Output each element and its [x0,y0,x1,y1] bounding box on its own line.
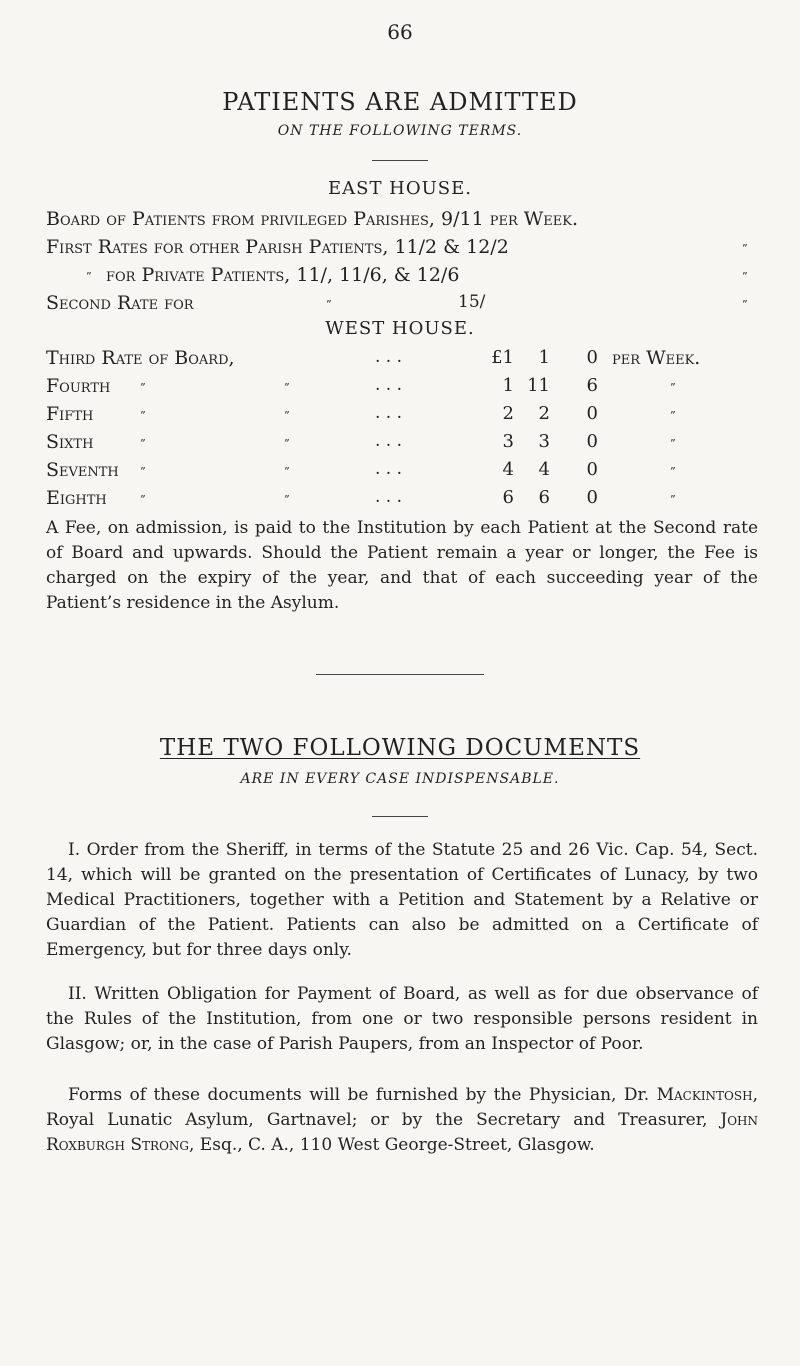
pence: 0 [586,403,598,424]
rate-label: Sixth [46,431,94,453]
ditto-mark: ” [86,270,92,283]
divider [316,674,484,675]
per-week: per Week. [612,347,701,369]
ditto-mark: ” [670,493,676,506]
pounds: 2 [502,403,514,424]
page-number: 66 [387,20,413,44]
shillings: 2 [538,403,550,424]
ditto-mark: ” [670,465,676,478]
pence: 0 [586,459,598,480]
forms-paragraph [46,1083,758,1158]
forms-text: , Esq., C. A., 110 West George-Street, Glasgow. [189,1135,595,1155]
rate-label: Eighth [46,487,107,509]
east-row-2: First Rates for other Parish Patients, 11/2 & 12/2 [46,236,509,258]
documents-title: THE TWO FOLLOWING DOCUMENTS [159,735,641,761]
shillings: 1 [538,347,550,368]
pounds: 3 [502,431,514,452]
leader-dots: . . . [375,347,403,367]
fee-paragraph: A Fee, on admission, is paid to the Institution by each Patient at the Second rate of Board and upwards. Should the Patient remain a year or longer, the Fee is charged on the expiry of the year, and that of each succeeding year of the Patient’s residence in the Asylum. [46,518,758,613]
rate-label: Seventh [46,459,119,481]
leader-dots: . . . [375,459,403,479]
rate-label: Fourth [46,375,111,397]
pence: 0 [586,431,598,452]
east-row-1: Board of Patients from privileged Parishes, 9/11 per Week. [46,208,579,230]
ditto-mark: ” [742,270,748,283]
shillings: 11 [527,375,550,396]
ditto-mark: ” [670,437,676,450]
shillings: 3 [538,431,550,452]
secretary-name: John Roxburgh Strong [46,1110,758,1155]
ditto-mark: ” [140,493,146,506]
west-house-title: WEST HOUSE. [325,318,475,339]
pence: 0 [586,347,598,368]
ditto-mark: ” [140,409,146,422]
divider [372,816,428,817]
leader-dots: . . . [375,431,403,451]
forms-text: Forms of these documents will be furnished by the Physician, Dr. [68,1085,657,1105]
ditto-mark: ” [284,437,290,450]
ditto-mark: ” [284,409,290,422]
east-row-3: for Private Patients, 11/, 11/6, & 12/6 [106,264,460,286]
ditto-mark: ” [742,242,748,255]
leader-dots: . . . [375,403,403,423]
east-row-4: Second Rate for [46,292,194,314]
ditto-mark: ” [670,409,676,422]
ditto-mark: ” [284,493,290,506]
document-item-1: I. Order from the Sheriff, in terms of the Statute 25 and 26 Vic. Cap. 54, Sect. 14, which will be granted on the presentation of Certificates of Lunacy, by two Medical Practitioners, together with a Petition and Statement by a Relative or Guardian of the Patient. Patients can also be admitted on a Certificate of Emergency, but for three days only. [46,840,758,960]
document-item-2: II. Written Obligation for Payment of Board, as well as for due observance of the Rules of the Institution, from one or two responsible persons resident in Glasgow; or, in the case of Parish Paupers, from an Inspector of Poor. [46,984,758,1054]
ditto-mark: ” [326,298,332,311]
pounds: 6 [502,487,514,508]
ditto-mark: ” [284,381,290,394]
ditto-mark: ” [140,437,146,450]
physician-name: Mackintosh [656,1085,753,1105]
pounds: 4 [502,459,514,480]
leader-dots: . . . [375,375,403,395]
ditto-mark: ” [670,381,676,394]
pounds: 1 [502,375,514,396]
page-title: PATIENTS ARE ADMITTED [222,88,578,116]
pence: 0 [586,487,598,508]
pence: 6 [586,375,598,396]
rate-amount: 15/ [458,292,486,312]
ditto-mark: ” [140,465,146,478]
shillings: 6 [538,487,550,508]
documents-subtitle: ARE IN EVERY CASE INDISPENSABLE. [240,771,560,787]
east-house-title: EAST HOUSE. [327,178,472,199]
divider [372,160,428,161]
ditto-mark: ” [284,465,290,478]
ditto-mark: ” [742,298,748,311]
ditto-mark: ” [140,381,146,394]
shillings: 4 [538,459,550,480]
page-subtitle: ON THE FOLLOWING TERMS. [277,123,523,139]
rate-label: Third Rate of Board, [46,347,235,369]
leader-dots: . . . [375,487,403,507]
forms-text: , Royal Lunatic Asylum, Gartnavel; or by the Secretary and Treasurer, [46,1085,758,1130]
pounds: £1 [491,347,514,368]
rate-label: Fifth [46,403,94,425]
